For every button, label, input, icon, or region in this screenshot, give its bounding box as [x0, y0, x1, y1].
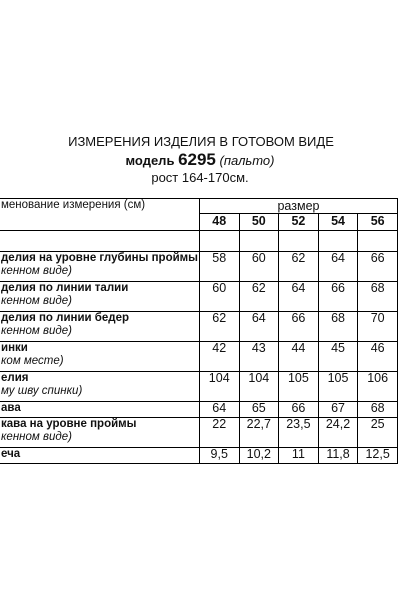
- value-cell: 22: [199, 418, 239, 448]
- row-label-text: ава: [1, 402, 21, 414]
- value-cell: 66: [318, 282, 358, 312]
- row-note: кенном виде): [1, 295, 72, 307]
- measure-header: [0, 199, 199, 231]
- value-cell: 11,8: [318, 448, 358, 464]
- row-label: [0, 402, 199, 418]
- value-cell: 64: [199, 402, 239, 418]
- table-row: [0, 282, 398, 312]
- value-cell: 46: [358, 342, 398, 372]
- table-row: [0, 342, 398, 372]
- value-cell: 104: [199, 372, 239, 402]
- value-cell: 66: [358, 252, 398, 282]
- value-cell: 68: [358, 402, 398, 418]
- model-number: 6295: [178, 150, 216, 169]
- measure-header-text: менование измерения (см): [1, 199, 146, 211]
- value-cell: 64: [279, 282, 319, 312]
- value-cell: 43: [239, 342, 279, 372]
- spacer-cell: [279, 231, 319, 252]
- spacer-cell: [358, 231, 398, 252]
- table-row: [0, 252, 398, 282]
- value-cell: 105: [318, 372, 358, 402]
- row-note: кенном виде): [1, 431, 72, 443]
- row-label-text: инки: [1, 342, 28, 354]
- value-cell: 106: [358, 372, 398, 402]
- value-cell: 60: [239, 252, 279, 282]
- spacer-cell: [199, 231, 239, 252]
- value-cell: 66: [279, 312, 319, 342]
- row-label: [0, 312, 199, 342]
- row-label: [0, 448, 199, 464]
- table-row: [0, 418, 398, 448]
- row-note: ком месте): [1, 355, 64, 367]
- model-type: (пальто): [219, 153, 275, 168]
- row-label: [0, 418, 199, 448]
- row-label-text: кава на уровне проймы: [1, 418, 137, 430]
- row-label-text: елия: [1, 372, 29, 384]
- row-note: му шву спинки): [1, 385, 83, 397]
- value-cell: 68: [318, 312, 358, 342]
- size-cell: 52: [279, 214, 319, 231]
- row-note: кенном виде): [1, 265, 72, 277]
- value-cell: 64: [239, 312, 279, 342]
- value-cell: 10,2: [239, 448, 279, 464]
- value-cell: 65: [239, 402, 279, 418]
- table-row: [0, 402, 398, 418]
- value-cell: 22,7: [239, 418, 279, 448]
- row-label-text: делия на уровне глубины проймы: [1, 252, 198, 264]
- value-cell: 64: [318, 252, 358, 282]
- value-cell: 11: [279, 448, 319, 464]
- model-line: [0, 151, 400, 170]
- value-cell: 12,5: [358, 448, 398, 464]
- document-title: ИЗМЕРЕНИЯ ИЗДЕЛИЯ В ГОТОВОМ ВИДЕ: [68, 134, 334, 149]
- row-label: [0, 342, 199, 372]
- spacer-cell: [318, 231, 358, 252]
- spacer-row: [0, 231, 398, 252]
- document-header: [0, 134, 400, 186]
- spacer-cell: [239, 231, 279, 252]
- size-cell: 50: [239, 214, 279, 231]
- size-cell: 48: [199, 214, 239, 231]
- value-cell: 60: [199, 282, 239, 312]
- value-cell: 70: [358, 312, 398, 342]
- value-cell: 44: [279, 342, 319, 372]
- row-label: [0, 252, 199, 282]
- row-label-text: еча: [1, 448, 21, 460]
- table-row: [0, 448, 398, 464]
- table-row: [0, 372, 398, 402]
- value-cell: 58: [199, 252, 239, 282]
- value-cell: 105: [279, 372, 319, 402]
- value-cell: 42: [199, 342, 239, 372]
- value-cell: 62: [279, 252, 319, 282]
- value-cell: 62: [239, 282, 279, 312]
- row-note: кенном виде): [1, 325, 72, 337]
- value-cell: 25: [358, 418, 398, 448]
- model-label: модель: [125, 153, 175, 168]
- size-header: размер: [199, 199, 397, 214]
- measurements-table: [0, 198, 398, 464]
- row-label: [0, 282, 199, 312]
- value-cell: 67: [318, 402, 358, 418]
- size-cell: 56: [358, 214, 398, 231]
- row-label: [0, 372, 199, 402]
- value-cell: 68: [358, 282, 398, 312]
- value-cell: 23,5: [279, 418, 319, 448]
- height-range: рост 164-170см.: [151, 170, 249, 185]
- value-cell: 9,5: [199, 448, 239, 464]
- value-cell: 66: [279, 402, 319, 418]
- value-cell: 104: [239, 372, 279, 402]
- table-header-row: [0, 199, 398, 214]
- row-label-text: делия по линии талии: [1, 282, 129, 294]
- row-label-text: делия по линии бедер: [1, 312, 130, 324]
- value-cell: 24,2: [318, 418, 358, 448]
- value-cell: 45: [318, 342, 358, 372]
- value-cell: 62: [199, 312, 239, 342]
- spacer-cell: [0, 231, 199, 252]
- size-cell: 54: [318, 214, 358, 231]
- table-row: [0, 312, 398, 342]
